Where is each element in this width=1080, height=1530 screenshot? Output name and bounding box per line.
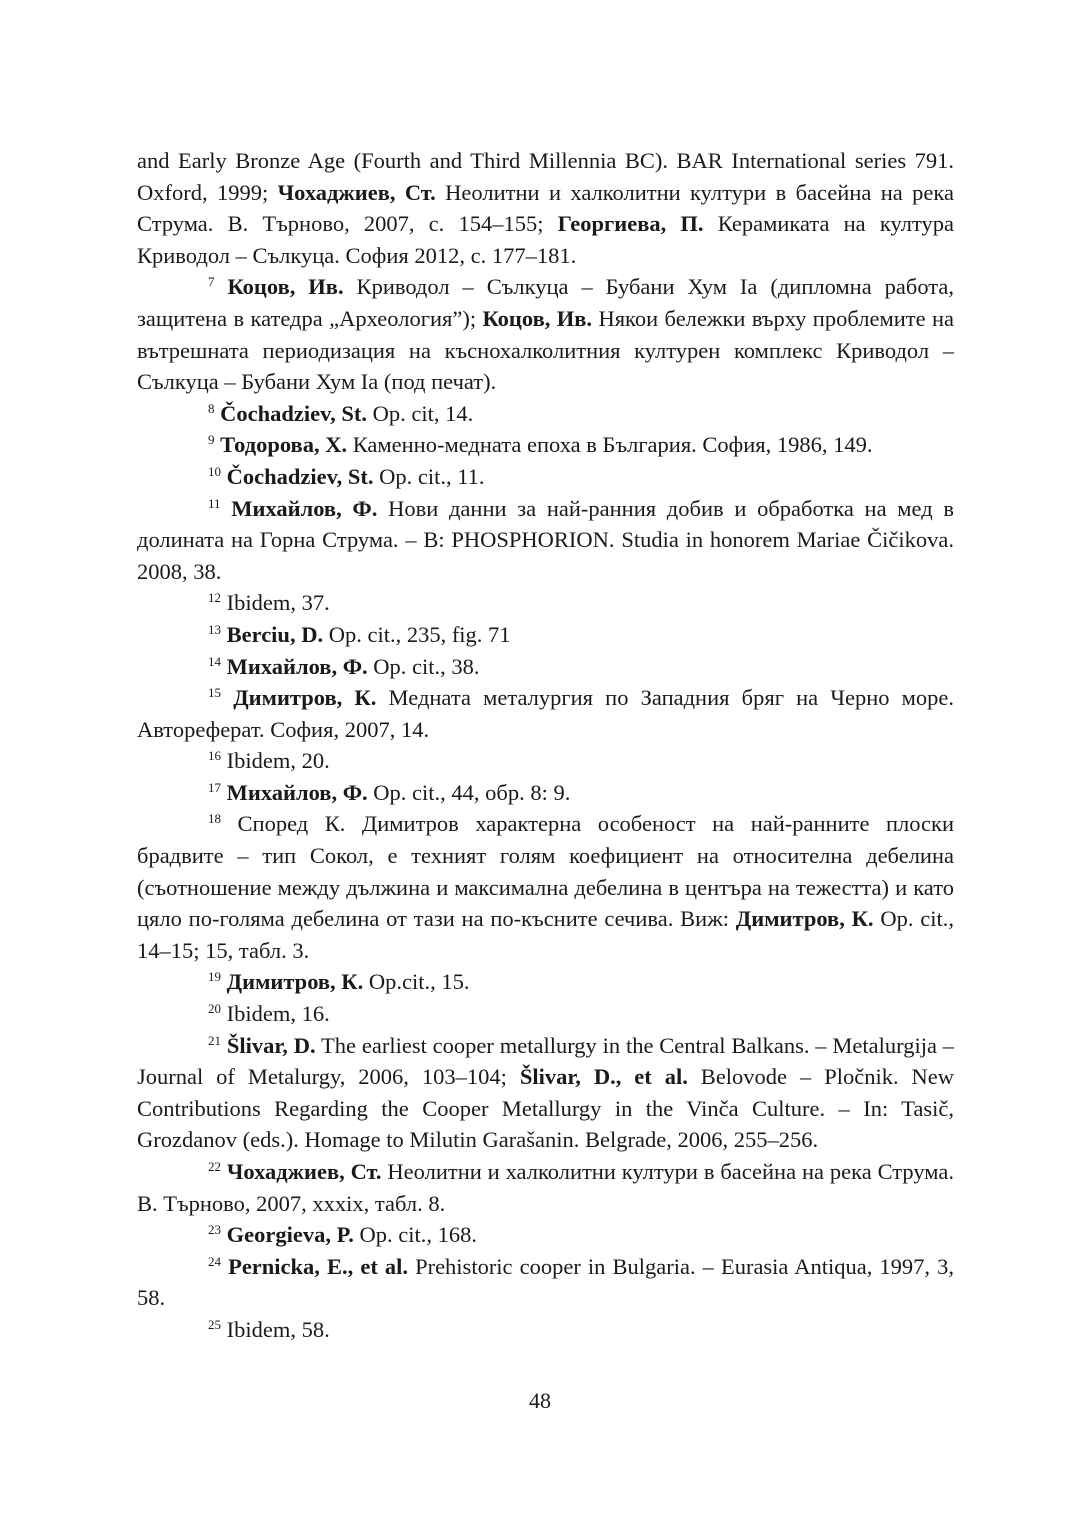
author-name: Чохаджиев, Ст.: [226, 1159, 382, 1184]
footnote-number: 10: [208, 463, 221, 479]
footnote-text: Криводол – Сълкуца – Бубани Хум Iа (дипломна работа, защитена в катедра „Археология”);: [137, 274, 954, 331]
author-name: Михайлов, Ф.: [226, 779, 368, 805]
footnote-7: [137, 271, 954, 397]
footnote-text: Op. cit., 168.: [353, 1222, 478, 1248]
author-name: Димитров, К.: [735, 906, 874, 932]
footnote-number: 17: [208, 779, 221, 795]
footnote-19: [137, 966, 954, 998]
footnote-number: 7: [208, 274, 215, 290]
footnote-16: [137, 745, 954, 777]
footnote-number: 22: [208, 1159, 221, 1174]
footnote-text: Ibidem, 37.: [226, 590, 330, 616]
footnote-number: 12: [208, 590, 221, 606]
footnote-25: [137, 1314, 954, 1346]
footnote-text: and Early Bronze Age (Fourth and Third Millennia BC). BAR International series 791. Oxford, 1999;: [137, 148, 954, 205]
footnote-24: [137, 1251, 954, 1314]
footnote-number: 24: [208, 1253, 221, 1269]
author-name: Коцов, Ив.: [482, 305, 593, 331]
author-name: Димитров, К.: [233, 685, 377, 711]
author-name: Čochadziev, St.: [220, 400, 368, 426]
footnote-text: Нови данни за най-ранния добив и обработка на мед в долината на Горна Струма. – В: PHOSPHORION. Studia in honorem Mariae Čičikova. 2008, 38.: [137, 495, 954, 584]
footnote-text: Някои бележки върху проблемите на вътрешната периодизация на къснохалколитния културен комплекс Криводол – Сълкуца – Бубани Хум Iа (под печат).: [137, 305, 954, 395]
footnote-number: 14: [208, 653, 221, 669]
footnote-number: 9: [208, 432, 215, 448]
author-name: Чохаджиев, Ст.: [277, 179, 436, 205]
footnote-number: 21: [208, 1032, 221, 1048]
footnote-continuation: [137, 145, 954, 271]
footnote-number: 18: [208, 811, 221, 827]
author-name: Георгиева, П.: [557, 211, 704, 237]
footnote-number: 13: [208, 621, 221, 637]
author-name: Михайлов, Ф.: [226, 653, 368, 679]
footnotes-block: [137, 145, 954, 1346]
author-name: Pernicka, E., et al.: [228, 1253, 408, 1279]
footnote-number: 16: [208, 748, 221, 764]
footnote-23: [137, 1219, 954, 1251]
author-name: Šlivar, D., et al.: [519, 1064, 688, 1090]
footnote-10: [137, 461, 954, 493]
footnote-17: [137, 777, 954, 809]
footnote-9: [137, 429, 954, 461]
footnote-text: Ibidem, 58.: [226, 1316, 330, 1342]
footnote-text: Ibidem, 20.: [226, 748, 330, 774]
footnote-11: [137, 493, 954, 588]
footnote-number: 8: [208, 400, 215, 416]
footnote-20: [137, 998, 954, 1030]
page-number: 48: [529, 1388, 551, 1413]
footnote-text: Според К. Димитров характерна особеност на най-ранните плоски брадвите – тип Сокол, е техният голям коефициент на относителна дебелина (съотношение между дължина и максимална дебелина в центъра на тежестта) и като цяло по-голяма дебелина от тази на по-късните сечива. Виж:: [137, 811, 954, 932]
footnote-text: Керамиката на култура Криводол – Сълкуца. София 2012, с. 177–181.: [137, 211, 954, 268]
footnote-text: Belovode – Pločnik. New Contributions Regarding the Cooper Metallurgy in the Vinča Culture. – In: Tasič, Grozdanov (eds.). Homage to Milutin Garašanin. Belgrade, 2006, 255–256.: [137, 1064, 954, 1153]
footnote-text: Op. cit., 44, обр. 8: 9.: [367, 779, 571, 805]
footnote-text: Op. cit., 235, fig. 71: [323, 621, 511, 647]
footnote-15: [137, 682, 954, 745]
footnote-number: 25: [208, 1316, 221, 1332]
author-name: Коцов, Ив.: [227, 274, 344, 300]
footnote-13: [137, 619, 954, 651]
author-name: Тодорова, Х.: [220, 432, 348, 458]
footnote-text: Op.cit., 15.: [363, 969, 470, 995]
footnote-number: 15: [208, 685, 221, 701]
author-name: Димитров, К.: [226, 969, 364, 995]
footnote-number: 11: [208, 495, 221, 511]
footnote-number: 20: [208, 1001, 221, 1017]
footnote-text: Op. cit., 38.: [367, 653, 480, 679]
footnote-8: [137, 398, 954, 430]
author-name: Šlivar, D.: [226, 1032, 316, 1058]
author-name: Berciu, D.: [226, 621, 324, 647]
footnote-text: Каменно-медната епоха в България. София, 1986, 149.: [347, 432, 873, 458]
author-name: Михайлов, Ф.: [231, 495, 378, 521]
footnote-12: [137, 587, 954, 619]
footnote-18: [137, 808, 954, 966]
footnote-14: [137, 651, 954, 683]
footnote-text: Медната металургия по Западния бряг на Черно море. Автореферат. София, 2007, 14.: [137, 685, 955, 742]
footnote-text: Prehistoric cooper in Bulgaria. – Eurasia Antiqua, 1997, 3, 58.: [137, 1253, 954, 1311]
footnote-number: 23: [208, 1222, 221, 1238]
footnote-text: Op. cit, 14.: [367, 400, 474, 426]
author-name: Georgieva, P.: [226, 1222, 354, 1248]
footnote-text: Op. cit., 14–15; 15, табл. 3.: [137, 906, 954, 963]
footnote-text: Op. cit., 11.: [373, 463, 485, 489]
author-name: Čochadziev, St.: [226, 463, 374, 489]
footnote-text: Ibidem, 16.: [226, 1001, 330, 1027]
footnote-text: Неолитни и халколитни култури в басейна на река Струма. В. Търново, 2007, xxxix, табл. 8.: [137, 1159, 954, 1216]
footnote-text: The earliest cooper metallurgy in the Central Balkans. – Metalurgija – Journal of Metalurgy, 2006, 103–104;: [137, 1032, 955, 1090]
footnote-text: Неолитни и халколитни култури в басейна на река Струма. В. Търново, 2007, с. 154–155;: [137, 179, 954, 237]
footnote-22: [137, 1156, 954, 1219]
footnote-number: 19: [208, 969, 221, 985]
footnote-21: [137, 1030, 954, 1156]
